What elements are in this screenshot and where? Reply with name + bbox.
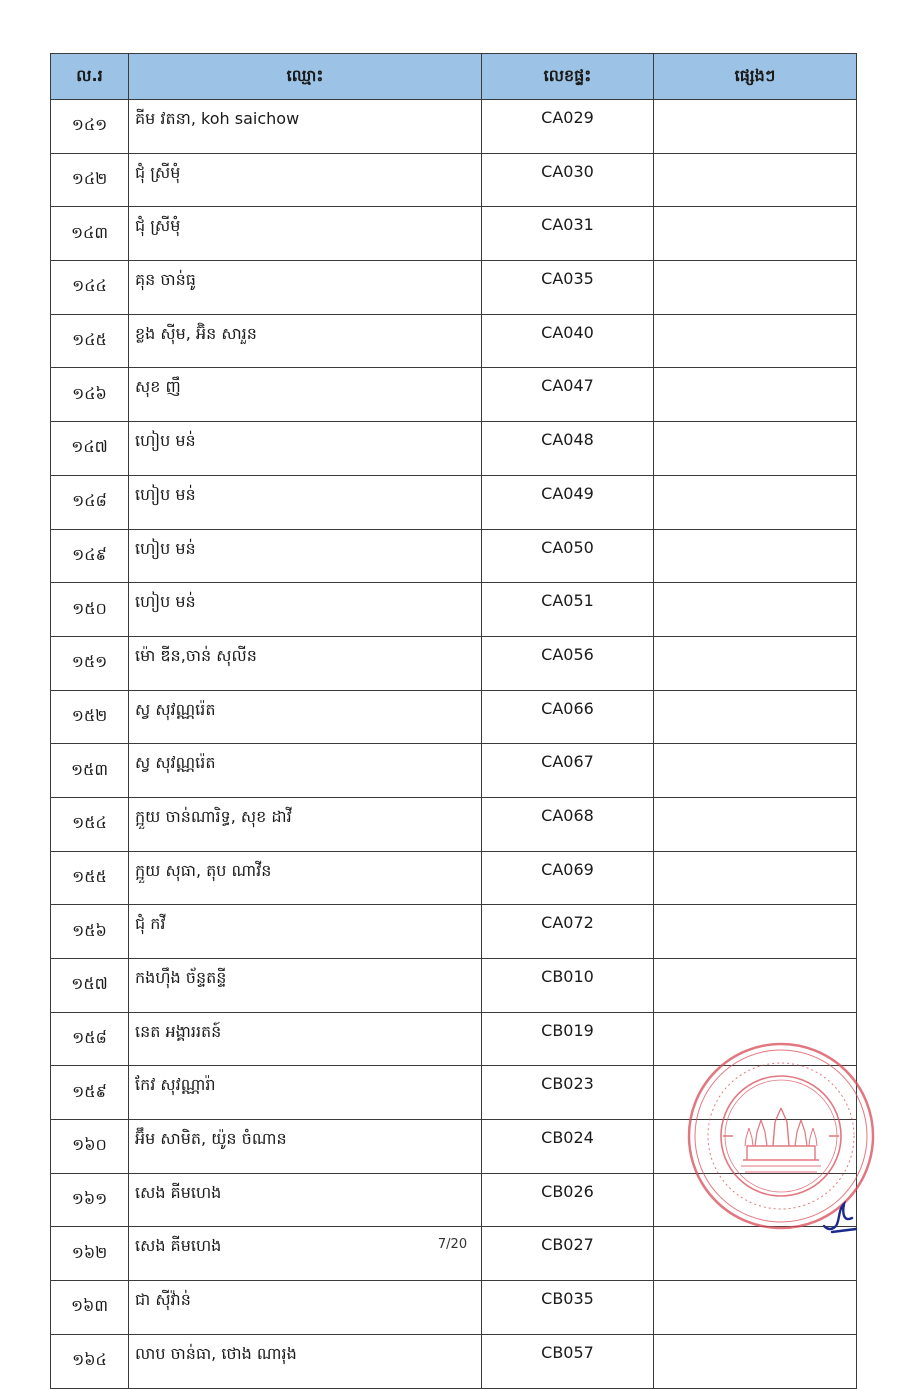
row-number: ១៥៨ [51,1012,129,1066]
row-other [654,529,857,583]
row-house-code: CA072 [482,905,654,959]
signature-mark [818,1196,860,1236]
row-house-code: CA029 [482,100,654,154]
row-name: កែវ សុវណ្ណារ៉ា [129,1066,482,1120]
row-house-code: CA051 [482,583,654,637]
table-row [51,1227,857,1281]
row-number: ១៥៩ [51,1066,129,1120]
row-number: ១៦០ [51,1120,129,1174]
table-row [51,959,857,1013]
page-number: 7/20 [437,1237,468,1252]
row-other [654,797,857,851]
row-number: ១៤៩ [51,529,129,583]
row-name: គីម វតនា, koh saichow [129,100,482,154]
row-name: ម៉ោ ឌីន,ចាន់ សុលីន [129,636,482,690]
table-row [51,744,857,798]
row-number: ១៤៤ [51,261,129,315]
row-number: ១៤២ [51,153,129,207]
row-house-code: CA047 [482,368,654,422]
row-house-code: CA056 [482,636,654,690]
row-name: ខ្លង ស៊ីម, អ៊ិន សារួន [129,314,482,368]
row-other [654,583,857,637]
table-row [51,314,857,368]
header-code: លេខផ្ទះ [482,54,654,100]
row-other [654,690,857,744]
table-row [51,636,857,690]
row-house-code: CB027 [482,1227,654,1281]
row-other [654,100,857,154]
row-house-code: CA067 [482,744,654,798]
row-house-code: CA030 [482,153,654,207]
row-house-code: CA035 [482,261,654,315]
row-house-code: CB023 [482,1066,654,1120]
row-number: ១៥៦ [51,905,129,959]
row-house-code: CA048 [482,422,654,476]
row-name: ជុំ កវី [129,905,482,959]
row-name: អ៊ឹម សាមិត, យ៉ូន ចំណាន [129,1120,482,1174]
row-house-code: CA069 [482,851,654,905]
row-house-code: CA040 [482,314,654,368]
row-other [654,368,857,422]
row-number: ១៦៤ [51,1334,129,1388]
table-row [51,207,857,261]
row-number: ១៥៣ [51,744,129,798]
row-number: ១៤១ [51,100,129,154]
row-other [654,905,857,959]
row-number: ១៥៤ [51,797,129,851]
row-name: ជុំ ស្រីមុំ [129,207,482,261]
row-number: ១៦២ [51,1227,129,1281]
table-row [51,100,857,154]
table-row [51,475,857,529]
row-number: ១៤៥ [51,314,129,368]
row-other [654,314,857,368]
row-other [654,422,857,476]
row-name: សេង គីមហេង [129,1173,482,1227]
row-house-code: CB019 [482,1012,654,1066]
row-name: នេត អង្គាររតន៍ [129,1012,482,1066]
table-row [51,797,857,851]
row-other [654,851,857,905]
row-name: លាប ចាន់ធា, ថោង ណារុង [129,1334,482,1388]
table-row [51,905,857,959]
row-house-code: CA050 [482,529,654,583]
row-name: ហៀប មន់ [129,475,482,529]
row-other [654,744,857,798]
row-other [654,475,857,529]
row-other [654,636,857,690]
row-house-code: CB035 [482,1281,654,1335]
table-row [51,529,857,583]
row-number: ១៦៣ [51,1281,129,1335]
row-number: ១៤៧ [51,422,129,476]
row-name: ហៀប មន់ [129,422,482,476]
row-name: ជា ស៊ីវ៉ាន់ [129,1281,482,1335]
table-row [51,261,857,315]
row-number: ១៤៨ [51,475,129,529]
row-number: ១៦១ [51,1173,129,1227]
row-number: ១៥៧ [51,959,129,1013]
row-house-code: CA066 [482,690,654,744]
table-header [51,54,857,100]
row-other [654,153,857,207]
row-number: ១៥២ [51,690,129,744]
row-name: ស្វ សុវណ្ណរ៉េត [129,690,482,744]
row-other [654,207,857,261]
row-other [654,959,857,1013]
table-row [51,1281,857,1335]
row-name: ស្វ សុវណ្ណរ៉េត [129,744,482,798]
row-name: ក្អួយ ចាន់ណារិទ្ធ, សុខ ដាវី [129,797,482,851]
row-other [654,1281,857,1335]
row-name: ក្អួយ សុធា, តុប ណាវីន [129,851,482,905]
table-row [51,583,857,637]
row-house-code: CB024 [482,1120,654,1174]
row-number: ១៥១ [51,636,129,690]
row-name: កងហ៊ឹង ច័ន្ទតន្ទី [129,959,482,1013]
row-name: ហៀប មន់ [129,529,482,583]
row-number: ១៥៥ [51,851,129,905]
row-number: ១៥០ [51,583,129,637]
row-number: ១៤៣ [51,207,129,261]
row-other [654,261,857,315]
row-other [654,1334,857,1388]
row-house-code: CA031 [482,207,654,261]
row-name: សេង គីមហេង [129,1227,482,1281]
row-house-code: CB057 [482,1334,654,1388]
row-house-code: CA068 [482,797,654,851]
row-house-code: CB010 [482,959,654,1013]
table-row [51,851,857,905]
header-other: ផ្សេងៗ [654,54,857,100]
header-name: ឈ្មោះ [129,54,482,100]
row-name: គុន ចាន់ធូ [129,261,482,315]
table-row [51,422,857,476]
row-name: សុខ ញឹ [129,368,482,422]
row-house-code: CB026 [482,1173,654,1227]
row-house-code: CA049 [482,475,654,529]
row-name: ហៀប មន់ [129,583,482,637]
table-row [51,368,857,422]
table-row [51,153,857,207]
table-row [51,1334,857,1388]
row-name: ជុំ ស្រីមុំ [129,153,482,207]
header-no: ល.រ [51,54,129,100]
table-row [51,690,857,744]
row-number: ១៤៦ [51,368,129,422]
